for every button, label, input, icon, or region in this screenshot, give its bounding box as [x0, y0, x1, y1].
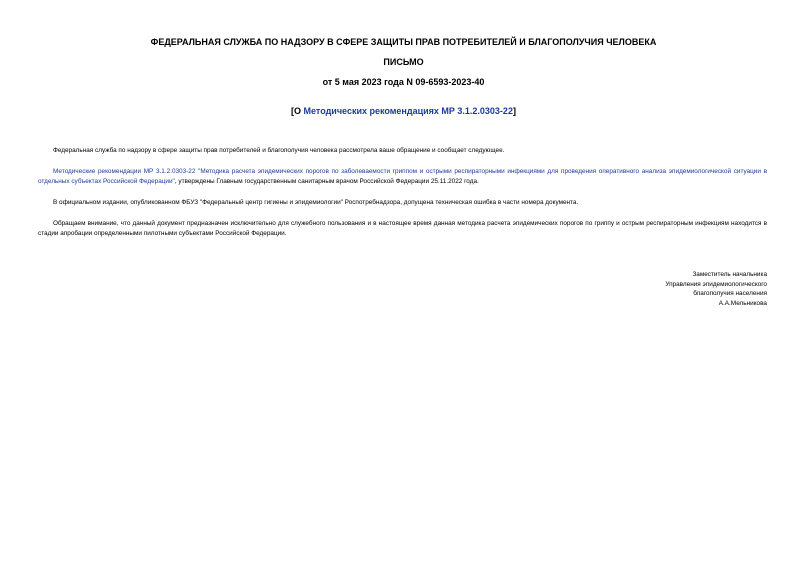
signature-block	[665, 270, 767, 308]
signature-position-line-2: Управления эпидемиологического	[665, 280, 767, 288]
signature-position-line-3: благополучия населения	[693, 290, 767, 297]
subject-close-bracket: ]	[512, 106, 516, 116]
subject-link[interactable]: Методических рекомендациях МР 3.1.2.0303-22	[303, 106, 513, 116]
recommendations-link[interactable]: Методические рекомендации МР 3.1.2.0303-22 "Методика расчета эпидемических порогов по заболеваемости гриппом и острыми респираторными инфекциями для проведения оперативного анализа эпидемиологической ситуации в отдельных субъектах Российской Федерации"	[38, 168, 767, 185]
paragraph-attention: Обращаем внимание, что данный документ предназначен исключительно для служебного пользования и в настоящее время данная методика расчета эпидемических порогов по гриппу и острым респираторным инфекциям находится в стадии апробации определенными пилотными субъектами Российской Федерации.	[38, 220, 767, 237]
paragraph-recommendations	[38, 167, 767, 186]
recommendations-approval-text: , утверждены Главным государственным санитарным врачом Российской Федерации 25.11.2022 года.	[174, 177, 479, 185]
signature-position-line-1: Заместитель начальника	[692, 271, 767, 278]
document-type: ПИСЬМО	[383, 57, 424, 67]
paragraph-error-note: В официальном издании, опубликованном ФБУЗ "Федеральный центр гигиены и эпидемиологии" Роспотребнадзора, допущена техническая ошибка в части номера документа.	[53, 199, 579, 206]
paragraph-intro: Федеральная служба по надзору в сфере защиты прав потребителей и благополучия человека рассмотрела ваше обращение и сообщает следующее.	[53, 147, 505, 154]
document-date-number: от 5 мая 2023 года N 09-6593-2023-40	[322, 77, 485, 87]
document-subject	[0, 106, 807, 117]
subject-open-bracket: [О	[291, 106, 304, 116]
organization-title: ФЕДЕРАЛЬНАЯ СЛУЖБА ПО НАДЗОРУ В СФЕРЕ ЗАЩИТЫ ПРАВ ПОТРЕБИТЕЛЕЙ И БЛАГОПОЛУЧИЯ ЧЕЛОВЕКА	[150, 37, 657, 47]
signature-name: А.А.Мельникова	[718, 299, 767, 307]
